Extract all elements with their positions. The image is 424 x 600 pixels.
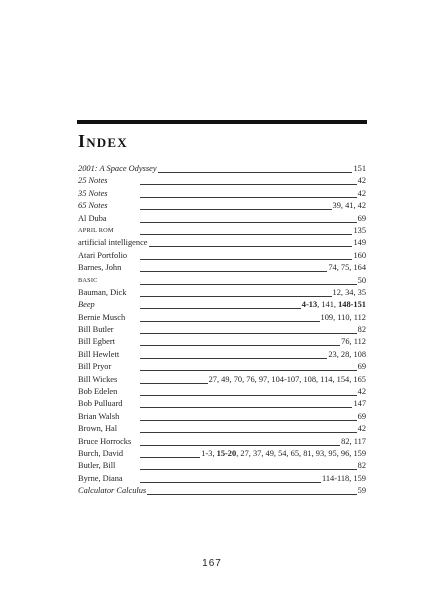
index-entry [78, 473, 366, 485]
dot-leader [140, 172, 366, 173]
index-term: 65 Notes [78, 200, 109, 212]
index-term: Bill Hewlett [78, 349, 120, 361]
page-reference: 69 [357, 213, 366, 223]
index-term: Brown, Hal [78, 423, 118, 435]
dot-leader [140, 259, 366, 260]
page-references [357, 485, 366, 497]
index-entry [78, 460, 366, 472]
index-term: APRIL ROM [78, 225, 115, 237]
page-reference: 15-20 [216, 448, 237, 458]
page-reference: 69 [357, 411, 366, 421]
index-entry [78, 336, 366, 348]
dot-leader [140, 469, 366, 470]
index-term: Burch, David [78, 448, 124, 460]
index-entry [78, 312, 366, 324]
page-reference: 42 [357, 387, 366, 397]
page-reference: , 27, 37, 49, 54, 65, 81, 93, 95, 96, 159 [236, 448, 366, 458]
page-references [357, 386, 366, 398]
index-entry [78, 275, 366, 287]
page-references [357, 324, 366, 336]
index-entry [78, 485, 366, 497]
page-references [321, 473, 366, 485]
page-reference: 148-151 [338, 300, 366, 310]
page-references [357, 213, 366, 225]
index-term: Brian Walsh [78, 411, 120, 423]
index-term: 25 Notes [78, 175, 109, 187]
index-entry [78, 423, 366, 435]
index-entry [78, 237, 366, 249]
page-references [320, 312, 366, 324]
dot-leader [140, 420, 366, 421]
dot-leader [140, 345, 366, 346]
index-entry [78, 361, 366, 373]
index-entry [78, 324, 366, 336]
page-reference: 135 [353, 225, 366, 235]
page-reference: 114-118, 159 [321, 473, 366, 483]
index-entry [78, 398, 366, 410]
heading-rule [77, 120, 367, 124]
page-references [352, 163, 366, 175]
page-reference: 76, 112 [341, 337, 366, 347]
page-reference: 23, 28, 108 [328, 349, 366, 359]
index-entry [78, 448, 366, 460]
page-reference: 42 [357, 424, 366, 434]
page-references [327, 349, 366, 361]
page-references [332, 287, 367, 299]
index-entry [78, 349, 366, 361]
index-entry [78, 175, 366, 187]
page-references [352, 225, 366, 237]
page-references [357, 275, 366, 287]
dot-leader [140, 284, 366, 285]
index-term: 35 Notes [78, 188, 109, 200]
page-reference: 82 [357, 461, 366, 471]
page-reference: 1-3, [201, 448, 217, 458]
index-entry [78, 250, 366, 262]
dot-leader [140, 445, 366, 446]
page-references [352, 250, 366, 262]
page-references [208, 374, 366, 386]
page-references [357, 188, 366, 200]
page-reference: , 141, [317, 300, 339, 310]
index-term: Beep [78, 299, 96, 311]
index-entry [78, 163, 366, 175]
index-term: Bill Butler [78, 324, 115, 336]
dot-leader [140, 246, 366, 247]
index-entry [78, 287, 366, 299]
index-term: Bauman, Dick [78, 287, 127, 299]
index-entry [78, 411, 366, 423]
index-term: Bill Pryor [78, 361, 112, 373]
dot-leader [140, 222, 366, 223]
index-entry [78, 188, 366, 200]
page-references [301, 299, 366, 311]
dot-leader [140, 395, 366, 396]
index-entries [78, 163, 366, 498]
page-reference: 160 [353, 250, 366, 260]
dot-leader [140, 370, 366, 371]
page-reference: 149 [353, 238, 366, 248]
page-references [357, 361, 366, 373]
index-term: 2001: A Space Odyssey [78, 163, 158, 175]
page-reference: 82 [357, 325, 366, 335]
index-term: Byrne, Diana [78, 473, 124, 485]
page-references [352, 398, 366, 410]
page-reference: 74, 75, 164 [328, 263, 366, 273]
dot-leader [140, 432, 366, 433]
index-entry [78, 374, 366, 386]
dot-leader [140, 184, 366, 185]
index-entry [78, 436, 366, 448]
index-term: Calculator Calculus [78, 485, 147, 497]
index-term: Bill Wickes [78, 374, 118, 386]
index-term: BASIC [78, 275, 99, 287]
index-entry [78, 225, 366, 237]
index-term: Barnes, John [78, 262, 122, 274]
page-reference: 59 [357, 486, 366, 496]
page-references [352, 237, 366, 249]
page-reference: 39, 41, 42 [332, 201, 366, 211]
page-references [357, 423, 366, 435]
index-entry [78, 299, 366, 311]
page-references [332, 200, 367, 212]
index-term: Bob Edelen [78, 386, 118, 398]
index-term: Atari Portfolio [78, 250, 128, 262]
page-references [327, 262, 366, 274]
page-references [340, 336, 366, 348]
dot-leader [140, 333, 366, 334]
page-reference: 42 [357, 188, 366, 198]
page-reference: 42 [357, 176, 366, 186]
dot-leader [140, 234, 366, 235]
page-references [357, 460, 366, 472]
page-references [200, 448, 366, 460]
index-entry [78, 386, 366, 398]
index-entry [78, 200, 366, 212]
page-reference: 69 [357, 362, 366, 372]
page-reference: 82, 117 [341, 436, 366, 446]
page-references [357, 411, 366, 423]
index-term: Al Duba [78, 213, 108, 225]
page-reference: 4-13 [301, 300, 318, 310]
page-references [357, 175, 366, 187]
page-references [340, 436, 366, 448]
index-term: Bruce Horrocks [78, 436, 132, 448]
dot-leader [140, 494, 366, 495]
index-term: Bill Egbert [78, 336, 116, 348]
index-term: Bernie Musch [78, 312, 126, 324]
index-entry [78, 213, 366, 225]
dot-leader [140, 197, 366, 198]
page-number: 167 [202, 558, 222, 569]
page-reference: 147 [353, 399, 366, 409]
page-reference: 109, 110, 112 [320, 312, 366, 322]
index-term: artificial intelligence [78, 237, 149, 249]
dot-leader [140, 407, 366, 408]
index-entry [78, 262, 366, 274]
page-reference: 50 [357, 275, 366, 285]
index-term: Butler, Bill [78, 460, 116, 472]
page-reference: 151 [353, 164, 366, 173]
index-term: Bob Pulluard [78, 398, 123, 410]
page-reference: 12, 34, 35 [332, 287, 366, 297]
index-heading: Index [78, 131, 128, 151]
page-reference: 27, 49, 70, 76, 97, 104-107, 108, 114, 154, 165 [208, 374, 366, 384]
